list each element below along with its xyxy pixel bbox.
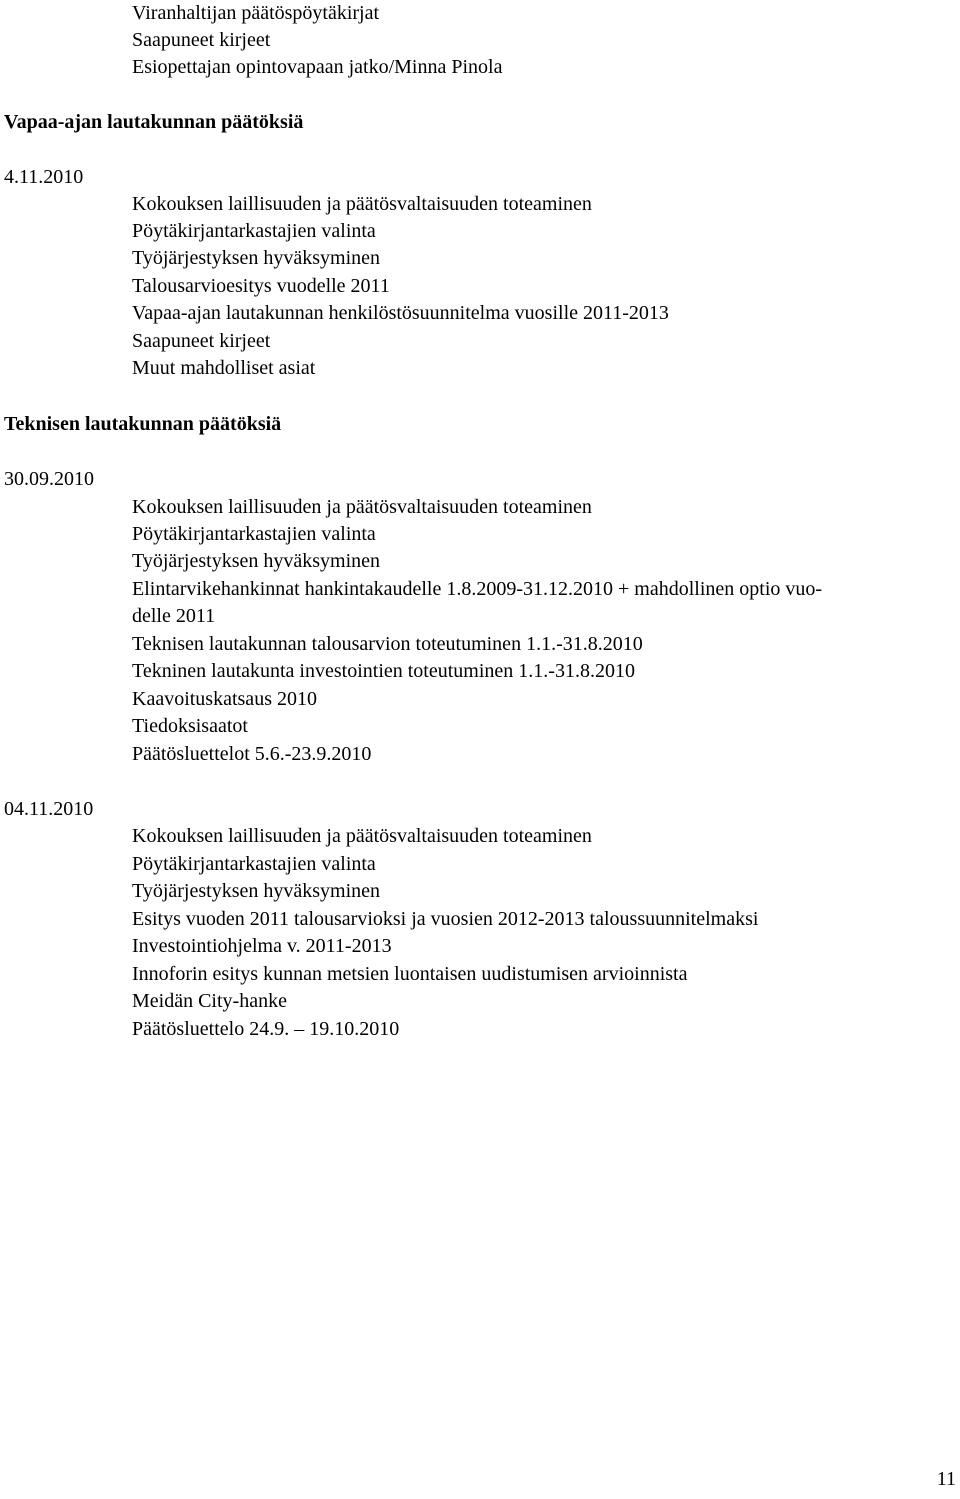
list-item: Kokouksen laillisuuden ja päätösvaltaisuuden toteaminen bbox=[132, 825, 592, 847]
list-item: Meidän City-hanke bbox=[132, 990, 287, 1012]
list-item: Kokouksen laillisuuden ja päätösvaltaisuuden toteaminen bbox=[132, 193, 592, 215]
page-number: 11 bbox=[936, 1468, 956, 1490]
list-item: Saapuneet kirjeet bbox=[132, 29, 271, 51]
list-item: Päätösluettelot 5.6.-23.9.2010 bbox=[132, 743, 372, 765]
list-item: Kaavoituskatsaus 2010 bbox=[132, 688, 317, 710]
list-item: Tiedoksisaatot bbox=[132, 715, 248, 737]
list-item: Innoforin esitys kunnan metsien luontaisen uudistumisen arvioinnista bbox=[132, 963, 688, 985]
list-item: Vapaa-ajan lautakunnan henkilöstösuunnitelma vuosille 2011-2013 bbox=[132, 302, 669, 324]
list-item: Viranhaltijan päätöspöytäkirjat bbox=[132, 2, 380, 24]
list-item: Päätösluettelo 24.9. – 19.10.2010 bbox=[132, 1018, 400, 1040]
list-item: delle 2011 bbox=[132, 605, 216, 627]
section-heading-tekninen: Teknisen lautakunnan päätöksiä bbox=[4, 413, 282, 435]
list-item: Työjärjestyksen hyväksyminen bbox=[132, 247, 380, 269]
list-item: Talousarvioesitys vuodelle 2011 bbox=[132, 275, 390, 297]
list-item: Kokouksen laillisuuden ja päätösvaltaisuuden toteaminen bbox=[132, 496, 592, 518]
list-item: Työjärjestyksen hyväksyminen bbox=[132, 550, 380, 572]
meeting-date: 4.11.2010 bbox=[4, 166, 84, 188]
list-item: Muut mahdolliset asiat bbox=[132, 357, 316, 379]
list-item: Pöytäkirjantarkastajien valinta bbox=[132, 523, 376, 545]
list-item: Teknisen lautakunnan talousarvion toteutuminen 1.1.-31.8.2010 bbox=[132, 633, 643, 655]
list-item: Tekninen lautakunta investointien toteutuminen 1.1.-31.8.2010 bbox=[132, 660, 635, 682]
list-item: Elintarvikehankinnat hankintakaudelle 1.8.2009-31.12.2010 + mahdollinen optio vuo- bbox=[132, 578, 823, 600]
list-item: Esiopettajan opintovapaan jatko/Minna Pinola bbox=[132, 56, 503, 78]
list-item: Työjärjestyksen hyväksyminen bbox=[132, 880, 380, 902]
list-item: Saapuneet kirjeet bbox=[132, 330, 271, 352]
meeting-date: 04.11.2010 bbox=[4, 798, 94, 820]
meeting-date: 30.09.2010 bbox=[4, 468, 94, 490]
section-heading-vapaa-ajan: Vapaa-ajan lautakunnan päätöksiä bbox=[4, 111, 304, 133]
list-item: Investointiohjelma v. 2011-2013 bbox=[132, 935, 392, 957]
list-item: Pöytäkirjantarkastajien valinta bbox=[132, 220, 376, 242]
list-item: Pöytäkirjantarkastajien valinta bbox=[132, 853, 376, 875]
list-item: Esitys vuoden 2011 talousarvioksi ja vuosien 2012-2013 taloussuunnitelmaksi bbox=[132, 908, 759, 930]
